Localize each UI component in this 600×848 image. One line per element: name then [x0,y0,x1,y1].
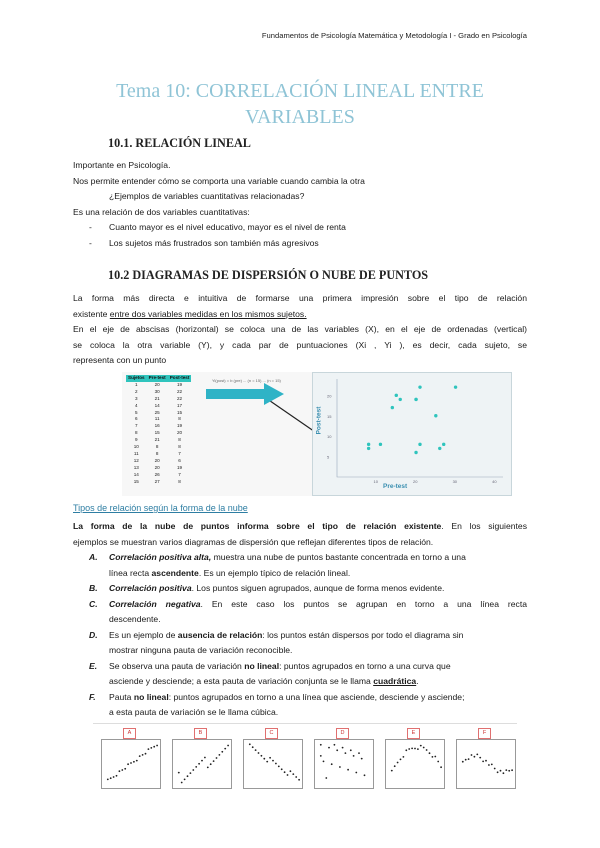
mini-point [263,758,265,760]
data-table [126,375,191,486]
mini-point [508,770,510,772]
mini-point [462,761,464,763]
mini-point [275,763,277,765]
paragraph-line: ¿Ejemplos de variables cuantitativas relacionadas? [109,191,305,201]
table-header: Sujetos [128,375,145,380]
mini-scatter-b [172,739,232,789]
table-cell: 19 [176,464,183,470]
table-cell: 20 [176,430,183,436]
table-cell: 8 [155,450,159,456]
table-cell: 19 [176,423,183,429]
list-item: E. Se observa una pauta de variación no lineal: puntos agrupados en torno a una curva que asciende y desciende; a esta pauta de variación conjunta se le llama cuadrática. [89,660,451,686]
list-item: F. Pauta no lineal: puntos agrupados en torno a una línea que asciende, desciende y asciende; a esta pauta de variación se le llama cúbica. [89,691,465,717]
mini-point [336,749,338,751]
title-line-1: Tema 10: CORRELACIÓN LINEAL ENTRE [116,80,484,102]
mini-point [408,748,410,750]
mini-point [476,754,478,756]
paragraph-line: La forma de la nube de puntos informa sobre el tipo de relación existente. En los siguientes [73,521,527,531]
table-cell: 7 [135,423,138,429]
scatter-point [434,414,437,417]
mini-point [334,744,336,746]
mini-point [328,747,330,749]
section-tipos-body [73,519,527,550]
scatter-point [418,385,421,388]
table-cell: 11 [133,450,139,456]
mini-point [190,772,192,774]
mini-point [181,782,183,784]
mini-point [320,755,322,757]
mini-point [130,762,132,764]
scatter-point [414,451,417,454]
table-cell: 22 [176,395,183,401]
mini-point [468,758,470,760]
mini-point [465,759,467,761]
table-cell: 20 [154,464,160,470]
y-tick-label: 20 [327,393,332,399]
axes [337,379,503,477]
mini-point [503,772,505,774]
mini-point [353,755,355,757]
mini-label-d: D [336,728,349,739]
mini-label-c: C [265,728,278,739]
table-cell: 8 [178,437,181,443]
mini-point [178,772,180,774]
mini-point [148,748,150,750]
table-header: Post-test [169,375,190,380]
section-10-1-body [73,158,533,251]
scatter-point [454,385,457,388]
x-axis-label: Pre-test [383,483,408,490]
mini-point [187,775,189,777]
mini-point [339,766,341,768]
mini-label-a: A [123,728,136,739]
mini-point [153,746,155,748]
mini-point [350,749,352,751]
table-cell: 3 [135,395,138,401]
table-cell: 6 [135,416,138,422]
paragraph-line: existente entre dos variables medidas en los mismos sujetos. [73,308,307,319]
mini-point [156,745,158,747]
table-cell: 20 [154,381,160,387]
mini-label-e: E [407,728,420,739]
table-cell: 7 [178,471,181,477]
bullet-list [73,220,533,251]
paragraph-line: La forma más directa e intuitiva de formarse una primera impresión sobre el tipo de relación [73,293,527,303]
table-cell: 5 [135,409,138,415]
table-row [126,472,191,479]
table-cell: 13 [133,464,139,470]
paragraph-line: Es una relación de dos variables cuantitativas: [73,206,250,217]
section-heading-tipos: Tipos de relación según la forma de la nube [73,503,248,513]
section-10-2-body [73,291,527,369]
mini-point [258,752,260,754]
table-cell: 6 [178,457,181,463]
mini-point [394,765,396,767]
mini-point [429,752,431,754]
mini-point [221,751,223,753]
table-cell: 4 [135,402,138,408]
section-heading-10-2: 10.2 DIAGRAMAS DE DISPERSIÓN O NUBE DE PUNTOS [108,268,429,282]
paragraph-line: Nos permite entender cómo se comporta una variable cuando cambia la otra [73,175,365,186]
scatter-point [442,443,445,446]
scatter-point [367,443,370,446]
mini-point [284,771,286,773]
mini-point [325,777,327,779]
mini-point [320,744,322,746]
mini-point [224,748,226,750]
mini-scatter-c [243,739,303,789]
mini-point [391,770,393,772]
table-cell: 9 [135,437,138,443]
scatter-point [379,443,382,446]
mini-point [227,745,229,747]
table-cell: 8 [135,430,138,436]
scatter-point [418,443,421,446]
table-cell: 15 [176,409,183,415]
scatter-point [367,447,370,450]
y-axis-label: Post-test [315,406,323,435]
mini-label-b: B [194,728,207,739]
table-row [126,444,191,451]
mini-point [124,768,126,770]
table-cell: 27 [154,478,160,484]
mini-point [397,762,399,764]
y-tick-label: 5 [327,454,330,460]
mini-point [295,776,297,778]
mini-scatter-e [385,739,445,789]
mini-point [207,767,209,769]
table-row [126,382,191,389]
example-diagrams [93,723,517,796]
scatter-point [399,398,402,401]
mini-point [482,761,484,763]
mini-point [488,764,490,766]
table-row [126,396,191,403]
mini-point [400,759,402,761]
table-row [126,437,191,444]
mini-point [150,747,152,749]
mini-point [364,774,366,776]
mini-point [497,771,499,773]
list-item: B. Correlación positiva. Los puntos siguen agrupados, aunque de forma menos evidente. [89,583,445,593]
mini-point [323,761,325,763]
mini-point [292,773,294,775]
x-tick-label: 10 [373,479,378,484]
mini-point [119,770,121,772]
paragraph-line: ejemplos se muestran varios diagramas de dispersión que reflejan diferentes tipos de relación. [73,536,434,547]
mini-point [505,769,507,771]
mini-point [198,763,200,765]
table-row [126,423,191,430]
mini-point [426,749,428,751]
title-line-2: VARIABLES [245,106,355,128]
arrow-right-icon [206,381,286,407]
mini-point [204,757,206,759]
scatter-figure [122,372,512,496]
table-cell: 7 [178,450,181,456]
mini-point [107,779,109,781]
table-cell: 8 [178,444,181,450]
mini-point [195,766,197,768]
mini-point [252,746,254,748]
mini-point [331,763,333,765]
mini-point [485,760,487,762]
mini-point [116,775,118,777]
mini-point [494,768,496,770]
paragraph-line: Importante en Psicología. [73,160,171,170]
mini-point [139,755,141,757]
mini-point [216,757,218,759]
table-cell: 30 [154,388,160,394]
table-row [126,451,191,458]
mini-point [347,769,349,771]
mini-point [142,754,144,756]
table-row [126,416,191,423]
table-cell: 17 [176,402,183,408]
page-title [60,78,540,130]
mini-point [471,754,473,756]
table-cell: 25 [154,409,160,415]
mini-point [361,758,363,760]
mini-scatter-f [456,739,516,789]
table-cell: 16 [154,423,160,429]
paragraph-line: representa con un punto [73,355,167,365]
table-header: Pre-test [148,375,166,380]
mini-point [474,756,476,758]
list-item: - Cuanto mayor es el nivel educativo, mayor es el nivel de renta [89,222,346,232]
y-tick-label: 10 [327,434,332,440]
table-cell: 8 [155,444,159,450]
mini-point [420,745,422,747]
mini-point [417,748,419,750]
mini-point [121,769,123,771]
y-tick-label: 15 [327,413,332,419]
table-cell: 2 [135,388,138,394]
mini-point [249,743,251,745]
table-row [126,410,191,417]
table-cell: 21 [154,395,160,401]
mini-point [255,749,257,751]
mini-point [342,747,344,749]
mini-point [411,748,413,750]
mini-point [405,749,407,751]
scatter-point [395,394,398,397]
x-tick-label: 40 [492,479,497,484]
mini-point [440,766,442,768]
mini-point [113,776,115,778]
table-row [126,465,191,472]
scatter-point [391,406,394,409]
table-cell: 22 [176,388,183,394]
mini-point [491,764,493,766]
mini-point [434,756,436,758]
mini-point [184,779,186,781]
relation-types-list [89,550,527,721]
mini-point [432,756,434,758]
mini-point [345,752,347,754]
x-tick-label: 20 [413,479,418,484]
table-row [126,403,191,410]
section-heading-10-1: 10.1. RELACIÓN LINEAL [108,136,251,150]
mini-label-f: F [478,728,491,739]
mini-point [287,774,289,776]
table-row [126,389,191,396]
mini-scatter-d [314,739,374,789]
mini-point [414,748,416,750]
mini-point [511,769,513,771]
table-cell: 19 [176,381,183,387]
mini-point [133,761,135,763]
mini-point [266,761,268,763]
list-item: A. Correlación positiva alta, muestra una nube de puntos bastante concentrada en torno a una línea recta ascendente. Es un ejemplo típico de relación lineal. [89,552,466,578]
scatter-plot [312,372,512,496]
mini-point [290,770,292,772]
table-cell: 15 [154,430,160,436]
mini-point [213,760,215,762]
table-cell: 12 [133,457,139,463]
mini-point [269,757,271,759]
paragraph-line: se coloca la otra variable (Y), y cada par de puntuaciones (Xi , Yi ), es decir, cada sujeto, se [73,339,527,350]
mini-point [210,763,212,765]
mini-point [219,754,221,756]
mini-point [437,761,439,763]
table-cell: 8 [178,416,181,422]
table-cell: 14 [154,402,160,408]
mini-point [127,763,129,765]
mini-point [278,766,280,768]
page-header: Fundamentos de Psicología Matemática y Metodología I - Grado en Psicología [261,31,527,40]
mini-point [423,747,425,749]
mini-point [358,752,360,754]
table-cell: 11 [154,416,160,422]
mini-point [479,757,481,759]
scatter-point [438,447,441,450]
mini-point [298,779,300,781]
table-row [126,479,191,486]
mini-point [403,756,405,758]
mini-point [145,753,147,755]
table-cell: 20 [154,457,160,463]
mini-point [110,777,112,779]
paragraph-line: En el eje de abscisas (horizontal) se coloca una de las variables (X), en el eje de ordenadas (vertical) [73,324,527,334]
mini-point [192,769,194,771]
mini-point [281,768,283,770]
scatter-point [414,398,417,401]
list-item: D. Es un ejemplo de ausencia de relación: los puntos están dispersos por todo el diagrama sin mostrar ninguna pauta de variación reconocible. [89,629,464,655]
table-cell: 1 [135,381,138,387]
table-cell: 15 [133,478,139,484]
table-cell: 14 [133,471,139,477]
mini-scatter-a [101,739,161,789]
mini-point [201,760,203,762]
list-item: - Los sujetos más frustrados son también más agresivos [89,237,319,248]
table-row [126,430,191,437]
table-cell: 21 [154,437,160,443]
table-row [126,458,191,465]
mini-point [272,760,274,762]
table-cell: 10 [133,444,139,450]
table-cell: 26 [154,471,160,477]
list-item: C. Correlación negativa. En este caso los puntos se agrupan en torno a una línea recta descendente. [89,598,527,624]
mini-point [500,770,502,772]
mini-point [136,760,138,762]
equation-label: Yi(post) = b (pre) ... (n = 15) ... (n = 15) [212,378,281,383]
x-tick-label: 30 [452,479,458,484]
mini-point [261,755,263,757]
table-cell: 8 [178,478,181,484]
mini-point [355,772,357,774]
